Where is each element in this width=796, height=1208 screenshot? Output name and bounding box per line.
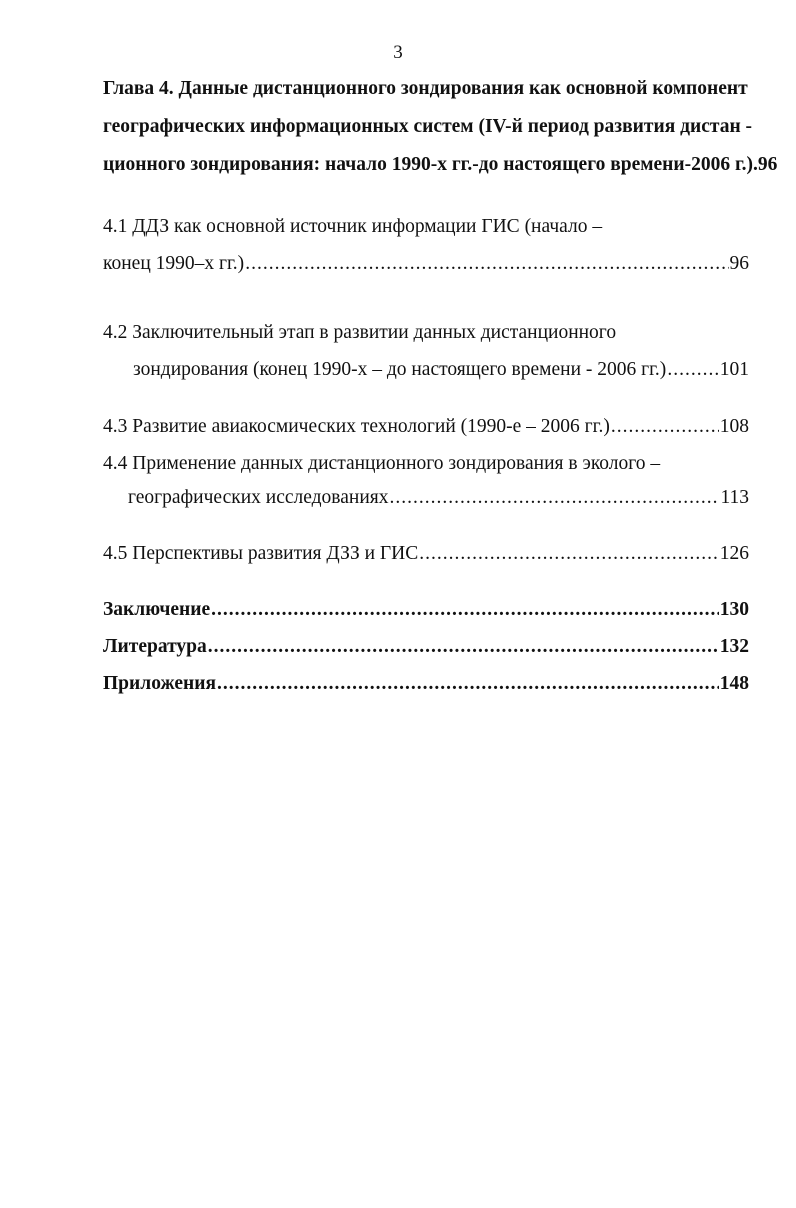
- chapter-heading-line: географических информационных систем (IV-й период развития дистан -: [103, 116, 753, 137]
- dot-leader: [208, 636, 719, 658]
- toc-entry-4-1[interactable]: [103, 253, 749, 275]
- toc-entry-4-2-title: 4.2 Заключительный этап в развитии данных дистанционного: [103, 322, 617, 343]
- toc-entry-label: Заключение: [103, 599, 211, 620]
- toc-entry-label: 4.5 Перспективы развития ДЗЗ и ГИС: [103, 543, 419, 564]
- toc-page-number: 132: [719, 636, 749, 657]
- toc-entry-4-1-title: 4.1 ДДЗ как основной источник информации ГИС (начало –: [103, 216, 603, 237]
- toc-entry-literature[interactable]: [103, 636, 749, 658]
- toc-entry-4-4-title: 4.4 Применение данных дистанционного зондирования в эколого –: [103, 453, 661, 474]
- dot-leader: [611, 416, 719, 438]
- chapter-heading-line: ционного зондирования: начало 1990-х гг.-до настоящего времени-2006 г.).96: [103, 154, 778, 175]
- toc-entry-label: зондирования (конец 1990-х – до настоящего времени - 2006 гг.): [133, 359, 667, 380]
- toc-page-number: 148: [719, 673, 749, 694]
- chapter-heading: [103, 70, 778, 184]
- toc-page-number: 113: [720, 487, 749, 508]
- dot-leader: [390, 487, 720, 509]
- toc-entry-label: конец 1990–х гг.): [103, 253, 245, 274]
- dot-leader: [211, 599, 719, 621]
- toc-page-number: 96: [729, 253, 749, 274]
- page-number: 3: [393, 42, 403, 63]
- toc-entry-4-5[interactable]: [103, 543, 749, 565]
- toc-entry-label: Приложения: [103, 673, 217, 694]
- toc-entry-label: географических исследованиях: [128, 487, 389, 508]
- toc-page-number: 108: [719, 416, 749, 437]
- toc-page-number: 101: [719, 359, 749, 380]
- toc-entry-label: Литература: [103, 636, 207, 657]
- dot-leader: [667, 359, 718, 381]
- toc-entry-4-3[interactable]: [103, 416, 749, 438]
- toc-entry-appendices[interactable]: [103, 673, 749, 695]
- dot-leader: [217, 673, 719, 695]
- toc-entry-4-2[interactable]: [133, 359, 749, 381]
- toc-page-number: 130: [719, 599, 749, 620]
- chapter-heading-line: Глава 4. Данные дистанционного зондирования как основной компонент: [103, 78, 748, 99]
- dot-leader: [419, 543, 718, 565]
- toc-entry-conclusion[interactable]: [103, 599, 749, 621]
- dot-leader: [245, 253, 728, 275]
- toc-entry-label: 4.3 Развитие авиакосмических технологий (1990-е – 2006 гг.): [103, 416, 610, 437]
- toc-entry-4-4[interactable]: [128, 487, 749, 509]
- toc-page-number: 126: [719, 543, 749, 564]
